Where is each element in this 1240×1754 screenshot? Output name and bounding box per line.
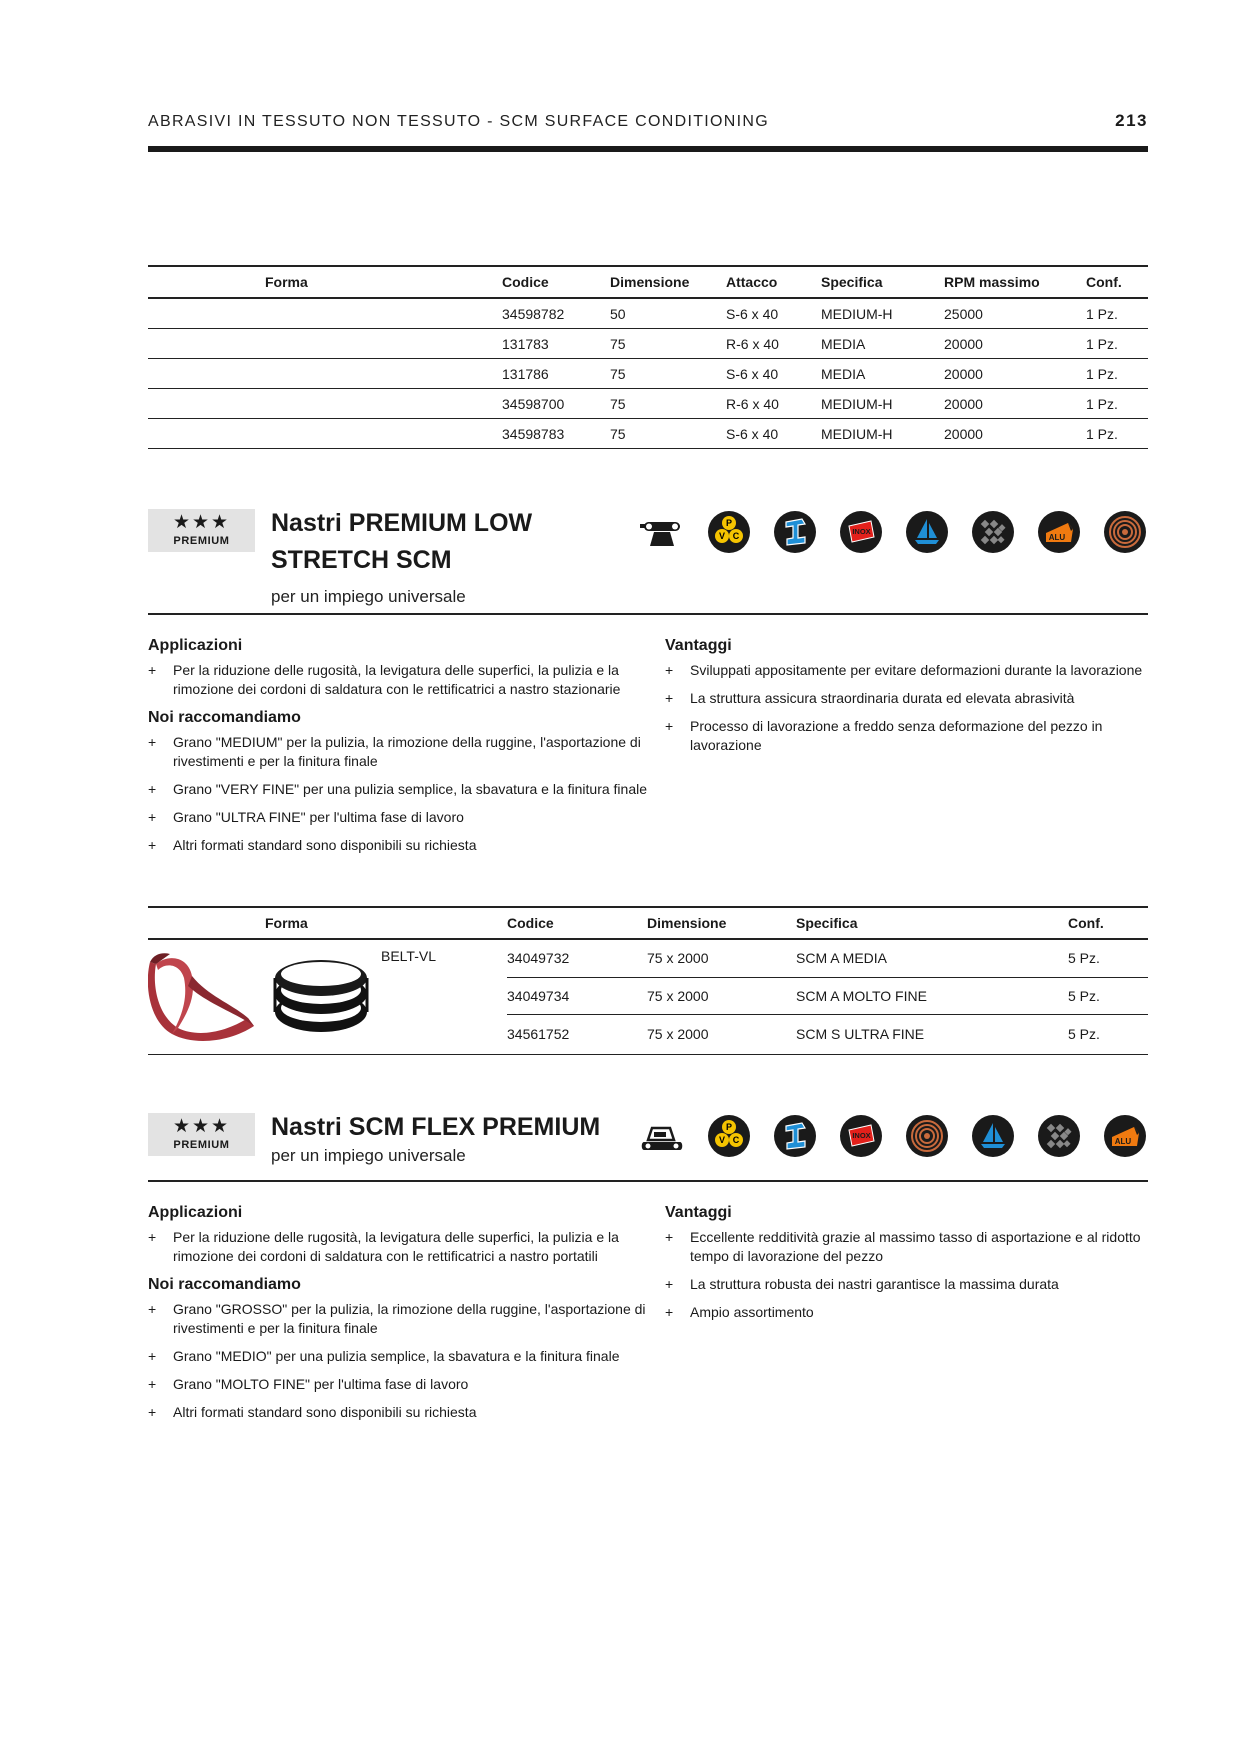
cell-attacco: S-6 x 40: [726, 419, 821, 449]
premium-label: PREMIUM: [173, 535, 230, 547]
list-item: + La struttura assicura straordinaria durata ed elevata abrasività: [665, 689, 1148, 708]
vantaggi-list: [665, 1228, 1148, 1322]
pvc-icon: [708, 511, 750, 553]
list-item: + Altri formati standard sono disponibili su richiesta: [148, 1403, 648, 1422]
table-row: [148, 329, 1148, 359]
forma-cell: [148, 389, 502, 419]
list-item: + Eccellente redditività grazie al massimo tasso di asportazione e al ridotto tempo di lavorazione del pezzo: [665, 1228, 1148, 1266]
forma-cell: [148, 329, 502, 359]
premium-badge: [148, 509, 255, 552]
section1-title-line2: STRETCH SCM: [271, 546, 452, 574]
cell-codice: 34049734: [507, 977, 647, 1015]
section2-subtitle: per un impiego universale: [271, 1146, 466, 1165]
belt-product-image-red: [148, 946, 258, 1042]
cell-specifica: MEDIA: [821, 359, 944, 389]
table-row: [148, 419, 1148, 449]
cell-conf: 5 Pz.: [1068, 977, 1148, 1015]
col-codice: Codice: [507, 907, 647, 939]
cell-specifica: MEDIUM-H: [821, 298, 944, 329]
forma-cell: [148, 359, 502, 389]
cell-dimensione: 75: [610, 419, 726, 449]
wood-icon: [906, 1115, 948, 1157]
stationary-belt-machine-icon: [640, 514, 684, 550]
cell-conf: 1 Pz.: [1086, 389, 1148, 419]
header-rule: [148, 146, 1148, 152]
cell-specifica: SCM A MEDIA: [796, 939, 1068, 977]
list-item: + Altri formati standard sono disponibili su richiesta: [148, 836, 648, 855]
cell-rpm: 25000: [944, 298, 1086, 329]
alu-icon: [1038, 511, 1080, 553]
premium-badge: [148, 1113, 255, 1156]
raccomandiamo-list: [148, 1300, 648, 1422]
cell-specifica: MEDIUM-H: [821, 389, 944, 419]
vantaggi-heading: Vantaggi: [665, 1204, 732, 1221]
pvc-letter-p: P: [725, 1122, 733, 1132]
cell-specifica: MEDIA: [821, 329, 944, 359]
cell-conf: 5 Pz.: [1068, 1025, 1100, 1042]
composite-icon: [972, 511, 1014, 553]
cell-attacco: S-6 x 40: [726, 359, 821, 389]
col-rpm: RPM massimo: [944, 266, 1086, 298]
table-header-row: [148, 907, 1148, 939]
alu-icon: [1104, 1115, 1146, 1157]
shipbuilding-icon: [906, 511, 948, 553]
shipbuilding-icon: [972, 1115, 1014, 1157]
list-item: + Grano "ULTRA FINE" per l'ultima fase di lavoro: [148, 808, 648, 827]
vantaggi-heading: Vantaggi: [665, 637, 732, 654]
list-item: + Grano "VERY FINE" per una pulizia semplice, la sbavatura e la finitura finale: [148, 780, 648, 799]
product-table-1: [148, 265, 1148, 449]
composite-icon: [1038, 1115, 1080, 1157]
section1-rule: [148, 613, 1148, 615]
cell-conf: 1 Pz.: [1086, 298, 1148, 329]
list-item: + La struttura robusta dei nastri garantisce la massima durata: [665, 1275, 1148, 1294]
cell-conf: 5 Pz.: [1068, 939, 1148, 977]
cell-attacco: S-6 x 40: [726, 298, 821, 329]
cell-specifica: SCM S ULTRA FINE: [796, 1025, 925, 1042]
col-dimensione: Dimensione: [610, 266, 726, 298]
cell-codice: 34561752: [507, 1025, 570, 1042]
running-header-title: ABRASIVI IN TESSUTO NON TESSUTO - SCM SURFACE CONDITIONING: [148, 113, 769, 130]
cell-rpm: 20000: [944, 419, 1086, 449]
raccomandiamo-heading: Noi raccomandiamo: [148, 709, 301, 726]
table-row: [148, 389, 1148, 419]
cell-rpm: 20000: [944, 329, 1086, 359]
list-item: + Per la riduzione delle rugosità, la levigatura delle superfici, la pulizia e la rimozione dei cordoni di saldatura con le rettificatrici a nastro stazionarie: [148, 661, 648, 699]
list-item: + Per la riduzione delle rugosità, la levigatura delle superfici, la pulizia e la rimozione dei cordoni di saldatura con le rettificatrici a nastro portatili: [148, 1228, 648, 1266]
cell-dimensione: 75: [610, 359, 726, 389]
cell-dimensione: 50: [610, 298, 726, 329]
applicazioni-list: [148, 1228, 648, 1266]
pvc-letter-v: V: [718, 531, 726, 541]
forma-cell: [148, 419, 502, 449]
col-conf: Conf.: [1086, 266, 1148, 298]
list-item: + Grano "GROSSO" per la pulizia, la rimozione della ruggine, l'asportazione di rivestimenti e per la finitura finale: [148, 1300, 648, 1338]
section2-material-icons: [640, 1115, 1146, 1157]
col-forma: Forma: [148, 907, 507, 939]
table-row: [148, 359, 1148, 389]
cell-codice: 131786: [502, 359, 610, 389]
applicazioni-heading: Applicazioni: [148, 1204, 243, 1221]
table-row: [148, 939, 1148, 977]
forma-cell: [148, 939, 507, 1052]
col-specifica: Specifica: [821, 266, 944, 298]
steel-profile-icon: [774, 1115, 816, 1157]
applicazioni-heading: Applicazioni: [148, 637, 243, 654]
col-codice: Codice: [502, 266, 610, 298]
section2-right-column: [665, 1204, 1148, 1332]
inox-icon: [840, 511, 882, 553]
col-attacco: Attacco: [726, 266, 821, 298]
cell-specifica: MEDIUM-H: [821, 419, 944, 449]
pvc-letter-c: C: [732, 1135, 740, 1145]
list-item: + Grano "MOLTO FINE" per l'ultima fase di lavoro: [148, 1375, 648, 1394]
section2-left-column: [148, 1204, 648, 1432]
premium-label: PREMIUM: [173, 1139, 230, 1151]
section1-subtitle: per un impiego universale: [271, 587, 466, 606]
cell-dimensione: 75 x 2000: [647, 939, 796, 977]
table-row: [148, 298, 1148, 329]
list-item: + Grano "MEDIO" per una pulizia semplice, la sbavatura e la finitura finale: [148, 1347, 648, 1366]
product-table-2: [148, 906, 1148, 1052]
section1-title-line1: Nastri PREMIUM LOW: [271, 509, 533, 537]
steel-profile-icon: [774, 511, 816, 553]
list-item: + Processo di lavorazione a freddo senza deformazione del pezzo in lavorazione: [665, 717, 1148, 755]
raccomandiamo-heading: Noi raccomandiamo: [148, 1276, 301, 1293]
cell-dimensione: 75: [610, 329, 726, 359]
forma-label: BELT-VL: [381, 948, 436, 964]
cell-dimensione: 75 x 2000: [647, 977, 796, 1015]
alu-label: ALU: [1114, 1137, 1132, 1146]
cell-rpm: 20000: [944, 359, 1086, 389]
cell-rpm: 20000: [944, 389, 1086, 419]
list-item: + Sviluppati appositamente per evitare deformazioni durante la lavorazione: [665, 661, 1148, 680]
cell-codice: 34598782: [502, 298, 610, 329]
cell-attacco: R-6 x 40: [726, 389, 821, 419]
raccomandiamo-list: [148, 733, 648, 855]
cell-dimensione: 75: [610, 389, 726, 419]
cell-codice: 131783: [502, 329, 610, 359]
cell-conf: 1 Pz.: [1086, 329, 1148, 359]
stars-icon: ★★★: [172, 512, 231, 533]
table-header-row: [148, 266, 1148, 298]
section1-heading: [271, 505, 532, 607]
cell-dimensione: 75 x 2000: [647, 1025, 709, 1042]
col-forma: Forma: [148, 266, 502, 298]
cell-codice: 34049732: [507, 939, 647, 977]
section1-right-column: [665, 637, 1148, 765]
vantaggi-list: [665, 661, 1148, 755]
pvc-letter-p: P: [725, 518, 733, 528]
portable-belt-sander-icon: [640, 1118, 684, 1154]
inox-label: INOX: [852, 527, 871, 536]
section1-material-icons: [640, 511, 1146, 553]
page-number: 213: [1115, 111, 1148, 130]
forma-cell: [148, 298, 502, 329]
cell-codice: 34598783: [502, 419, 610, 449]
cell-conf: 1 Pz.: [1086, 359, 1148, 389]
section2-title: Nastri SCM FLEX PREMIUM: [271, 1113, 601, 1141]
pvc-icon: [708, 1115, 750, 1157]
inox-label: INOX: [852, 1131, 871, 1140]
cell-attacco: R-6 x 40: [726, 329, 821, 359]
col-specifica: Specifica: [796, 907, 1068, 939]
pvc-letter-v: V: [718, 1135, 726, 1145]
cell-codice: 34598700: [502, 389, 610, 419]
pvc-letter-c: C: [732, 531, 740, 541]
col-conf: Conf.: [1068, 907, 1148, 939]
list-item: + Grano "MEDIUM" per la pulizia, la rimozione della ruggine, l'asportazione di rivestimenti e per la finitura finale: [148, 733, 648, 771]
col-dimensione: Dimensione: [647, 907, 796, 939]
applicazioni-list: [148, 661, 648, 699]
table2-bottom-rule: [148, 1054, 1148, 1055]
section2-heading: [271, 1109, 600, 1166]
belt-product-image-black: [272, 958, 370, 1038]
section1-left-column: [148, 637, 648, 865]
wood-icon: [1104, 511, 1146, 553]
section2-rule: [148, 1180, 1148, 1182]
list-item: + Ampio assortimento: [665, 1303, 1148, 1322]
cell-specifica: SCM A MOLTO FINE: [796, 977, 1068, 1015]
alu-label: ALU: [1048, 533, 1066, 542]
inox-icon: [840, 1115, 882, 1157]
cell-conf: 1 Pz.: [1086, 419, 1148, 449]
stars-icon: ★★★: [172, 1116, 231, 1137]
